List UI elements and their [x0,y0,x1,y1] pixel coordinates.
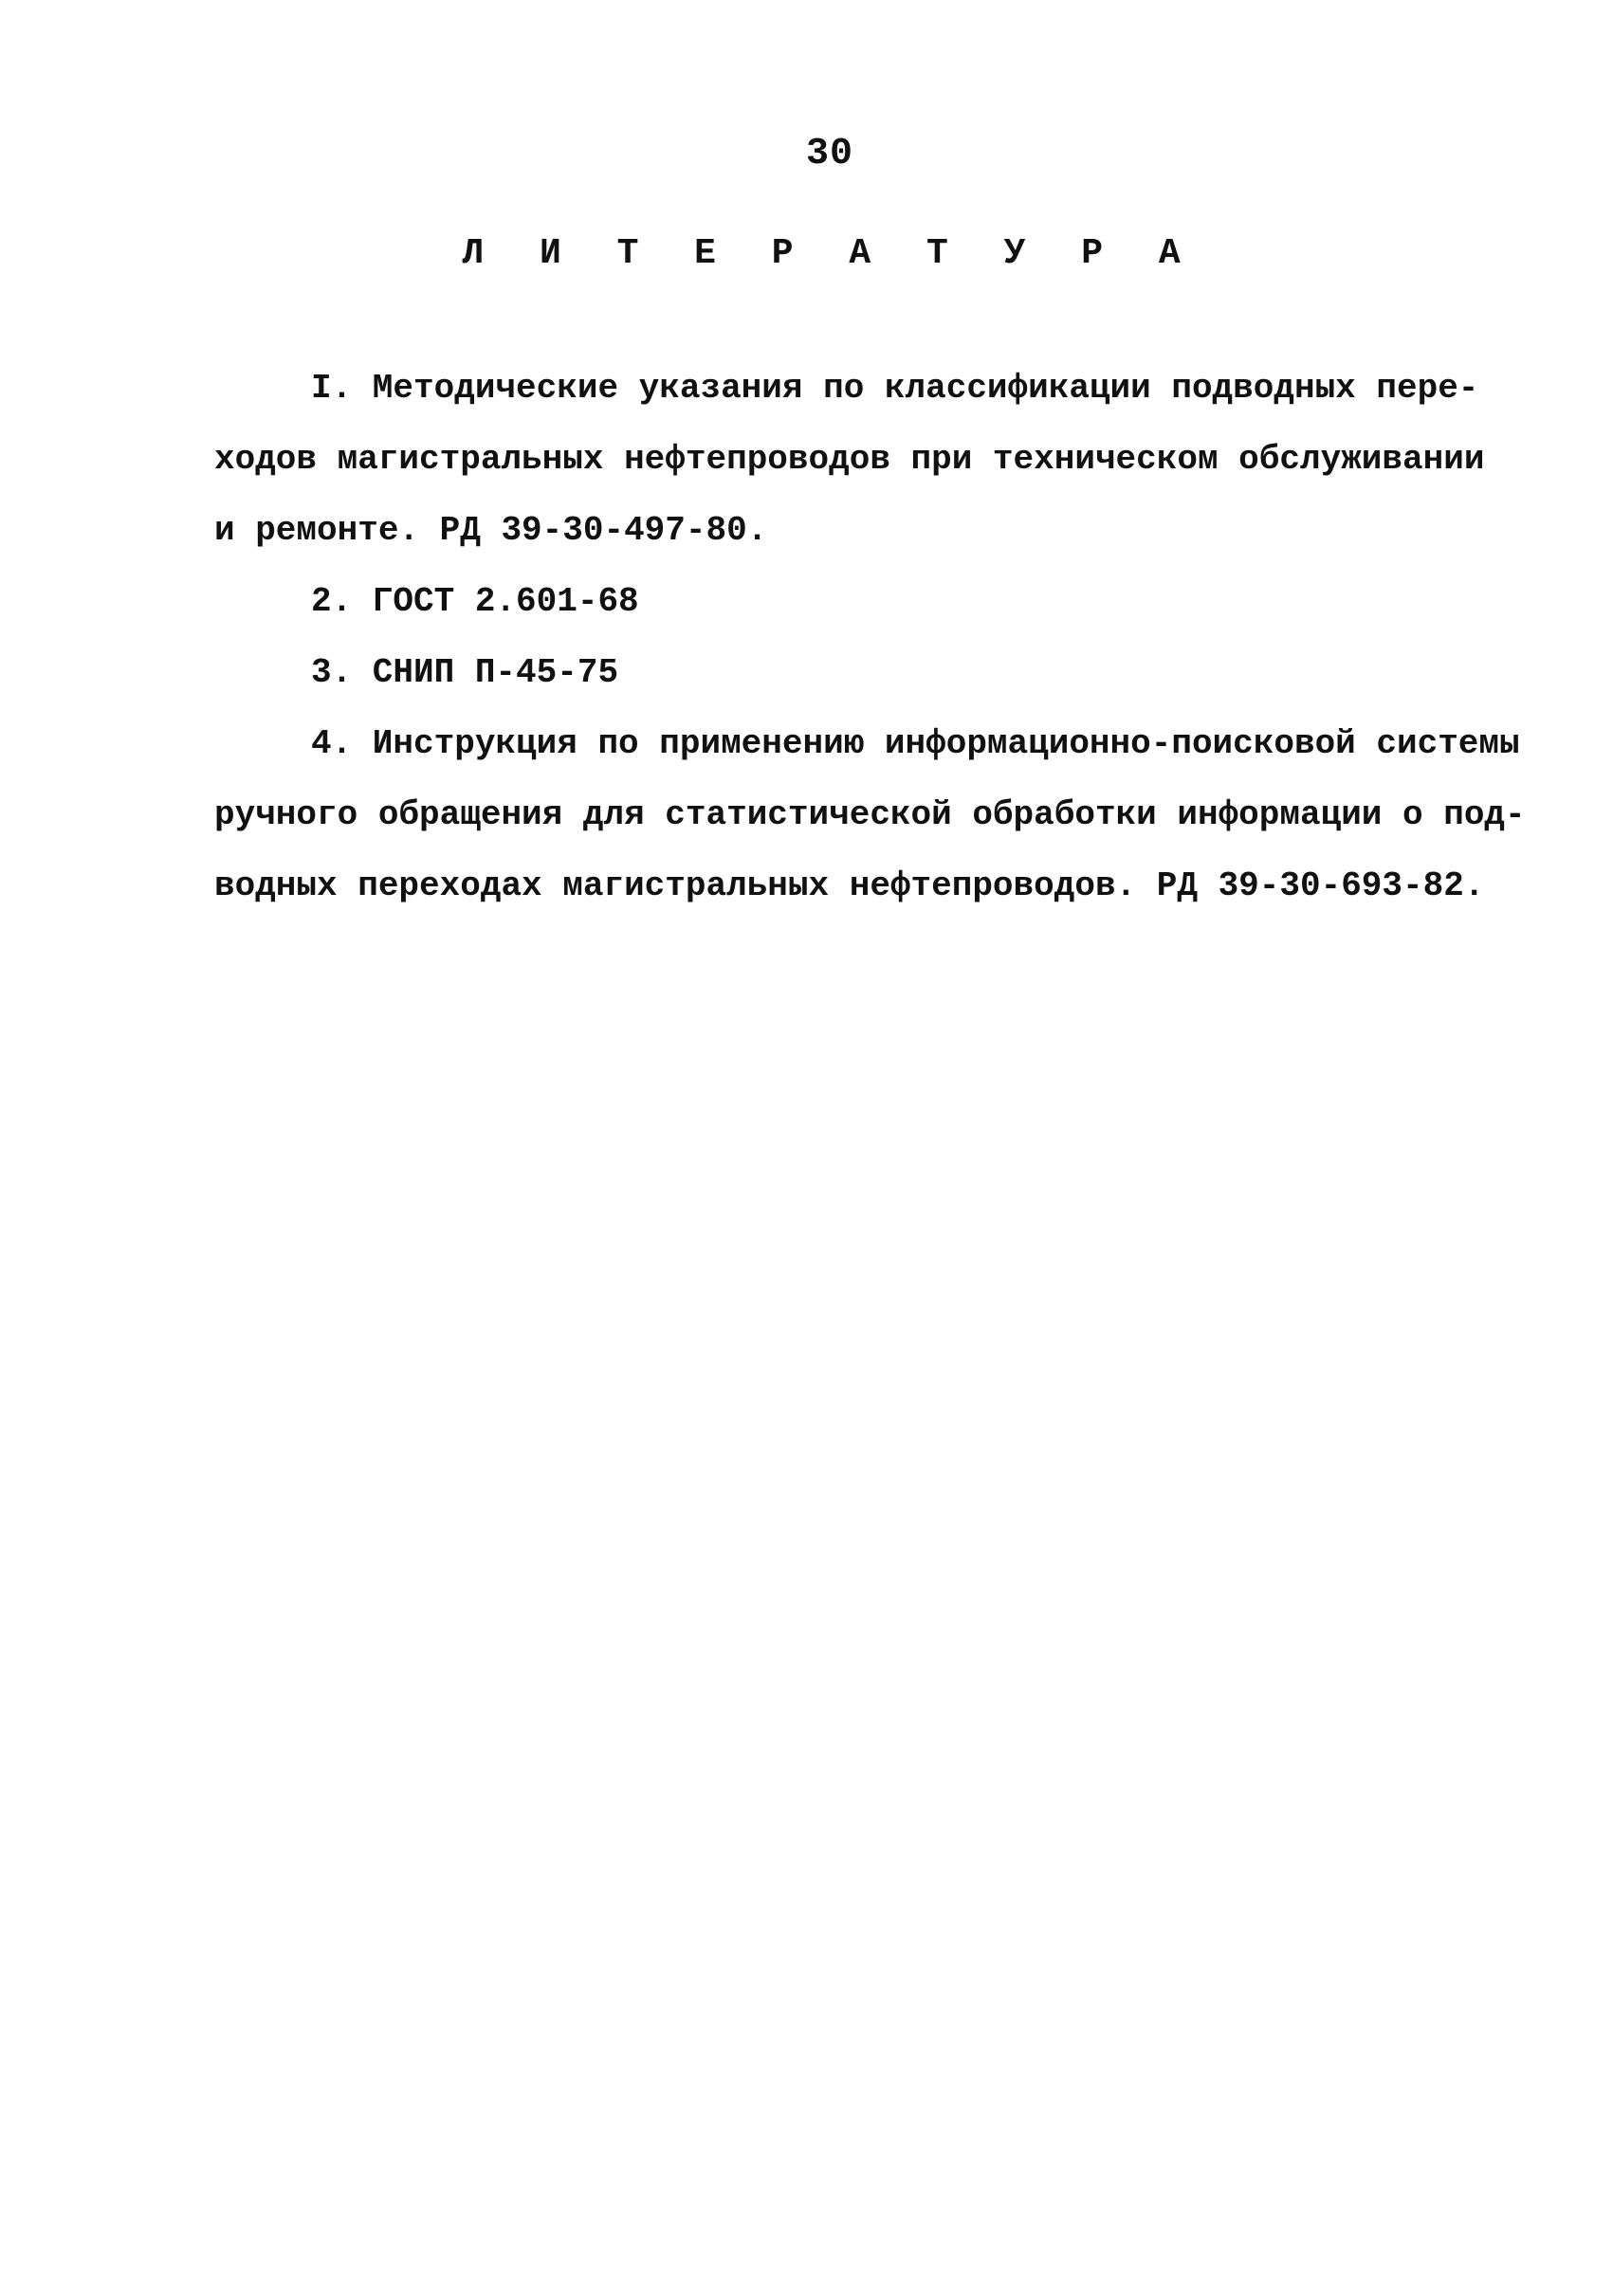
reference-3-line-1: 3. СНИП П-45-75 [311,653,619,692]
reference-1-line-1: I. Методические указания по классификации подводных пере- [311,369,1479,408]
reference-1-line-3: и ремонте. РД 39-30-497-80. [214,511,768,550]
reference-2-line-1: 2. ГОСТ 2.601-68 [311,582,639,621]
reference-item-1 [214,353,1485,566]
reference-item-2 [214,566,1428,637]
reference-item-4 [214,708,1526,921]
page-number: 30 [805,133,853,175]
reference-4-line-3: водных переходах магистральных нефтепроводов. РД 39-30-693-82. [214,866,1485,905]
reference-1-line-2: ходов магистральных нефтепроводов при техническом обслуживании [214,440,1485,479]
reference-4-line-2: ручного обращения для статистической обработки информации о под- [214,795,1526,834]
reference-4-line-1: 4. Инструкция по применению информационно-поисковой системы [311,724,1520,763]
reference-list [214,353,1526,921]
reference-item-3 [214,637,1428,708]
page-title: Л И Т Е Р А Т У Р А [462,233,1198,274]
